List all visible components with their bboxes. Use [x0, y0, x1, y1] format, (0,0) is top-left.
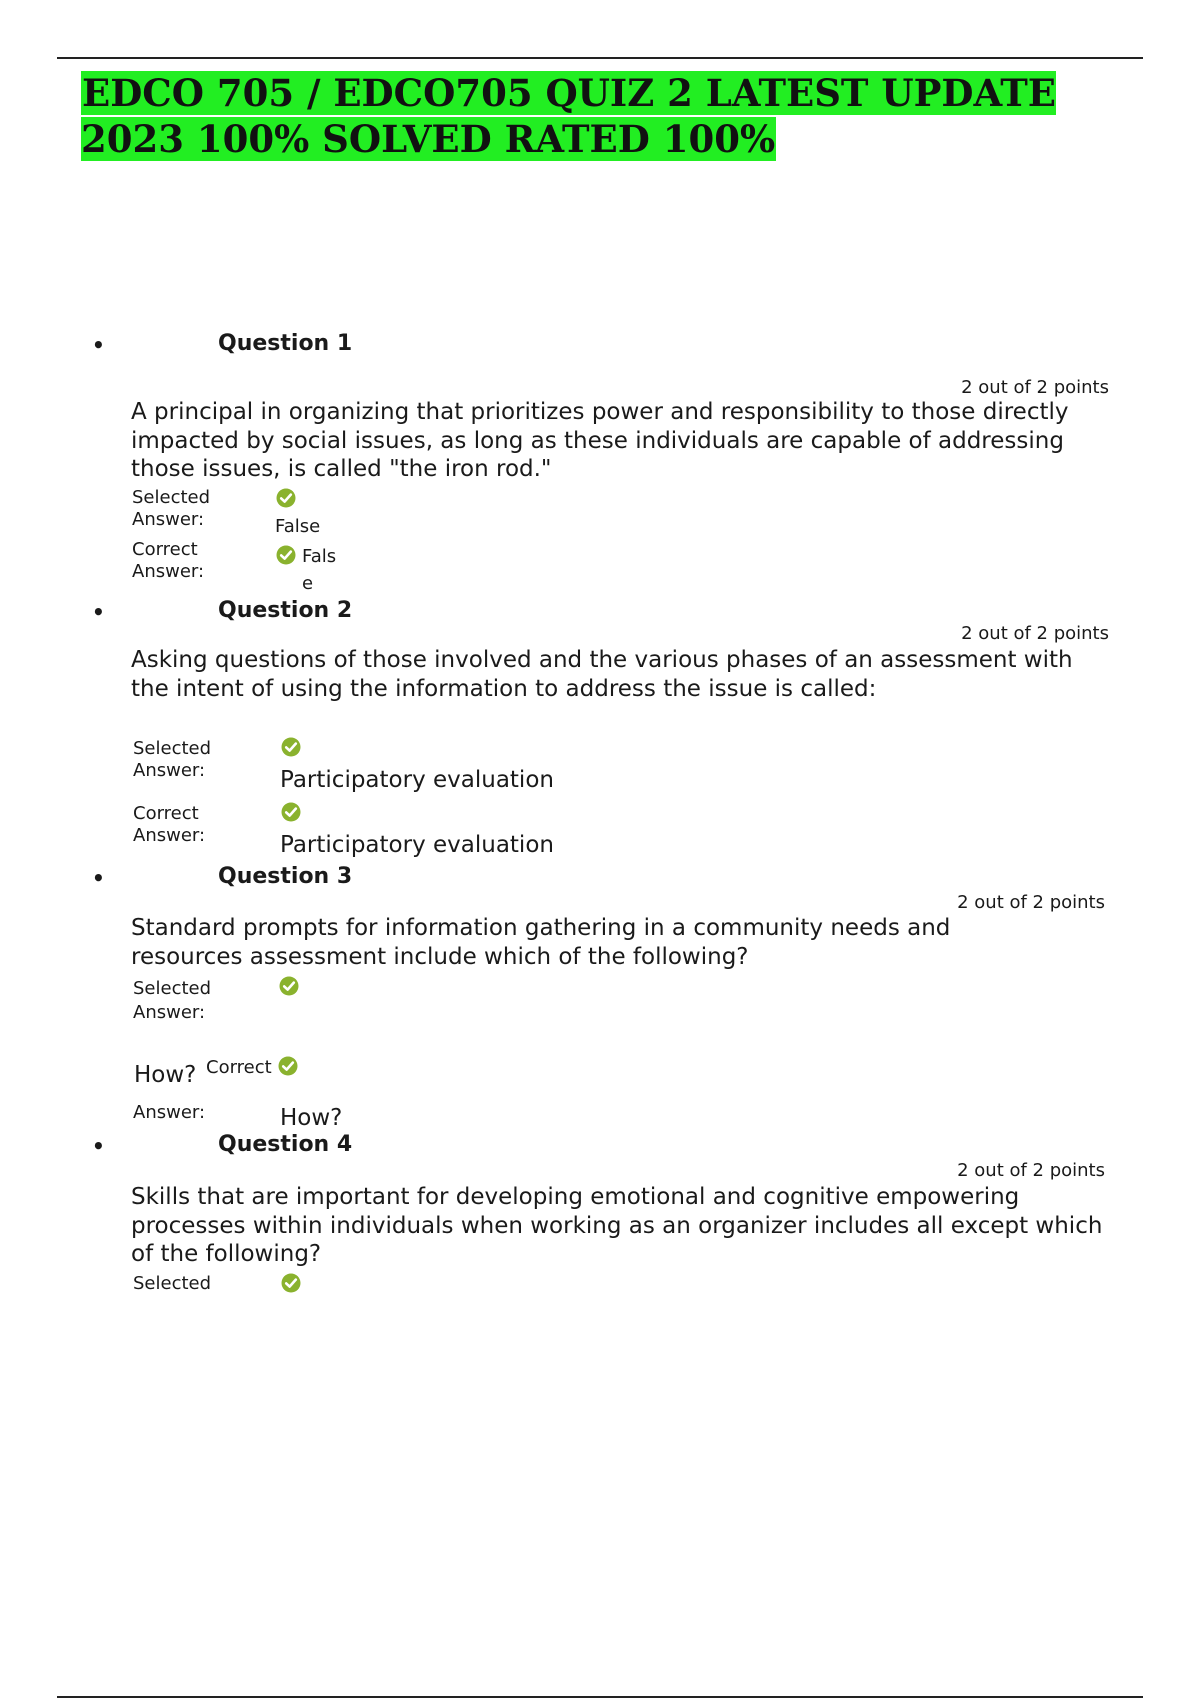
check-circle-icon — [279, 976, 299, 996]
correct-answer-label: Correct Answer: — [133, 803, 206, 846]
bullet: • — [92, 600, 105, 624]
question-text: A principal in organizing that prioritizes power and responsibility to those directly impacted by social issues, as long as these individuals are capable of addressing those issues, is called "the iron rod." — [131, 399, 1069, 482]
question-title: Question 4 — [218, 1132, 353, 1157]
correct-answer-value: How? — [280, 1105, 343, 1131]
correct-answer-label: Correct — [206, 1057, 272, 1078]
document-title-text: EDCO 705 / EDCO705 QUIZ 2 LATEST UPDATE 2023 100% SOLVED RATED 100% — [81, 71, 1056, 161]
selected-answer-label: Selected — [133, 1273, 212, 1294]
check-circle-icon — [281, 802, 301, 822]
document-title — [81, 70, 1121, 162]
correct-answer-value: Participatory evaluation — [280, 832, 554, 858]
check-circle-icon — [276, 488, 296, 508]
question-title: Question 2 — [218, 598, 353, 623]
selected-answer-value: Participatory evaluation — [280, 767, 554, 793]
correct-answer-label: Correct Answer: — [132, 539, 205, 582]
bullet: • — [92, 1134, 105, 1158]
check-circle-icon — [281, 1273, 301, 1293]
points-label: 2 out of 2 points — [957, 1160, 1105, 1181]
question-text: Standard prompts for information gathering in a community needs and resources assessment include which of the following? — [131, 915, 951, 970]
points-label: 2 out of 2 points — [961, 623, 1109, 644]
selected-answer-label: Selected Answer: — [132, 487, 211, 530]
selected-answer-value: How? — [134, 1062, 197, 1088]
selected-answer-label: Selected Answer: — [133, 978, 212, 1023]
selected-answer-value: False — [275, 516, 321, 537]
question-title: Question 3 — [218, 864, 353, 889]
correct-answer-value: False — [302, 546, 337, 594]
points-label: 2 out of 2 points — [957, 892, 1105, 913]
bullet: • — [92, 866, 105, 890]
correct-answer-label-suffix: Answer: — [133, 1102, 206, 1123]
bullet: • — [92, 333, 105, 357]
selected-answer-label: Selected Answer: — [133, 738, 212, 781]
question-text: Skills that are important for developing emotional and cognitive empowering processes within individuals when working as an organizer includes all except which of the following? — [131, 1184, 1103, 1267]
bottom-rule — [57, 1696, 1143, 1698]
question-title: Question 1 — [218, 331, 353, 356]
points-label: 2 out of 2 points — [961, 377, 1109, 398]
check-circle-icon — [281, 737, 301, 757]
top-rule — [57, 57, 1143, 59]
question-text: Asking questions of those involved and the various phases of an assessment with the intent of using the information to address the issue is called: — [131, 647, 1073, 702]
check-circle-icon — [278, 1056, 298, 1076]
